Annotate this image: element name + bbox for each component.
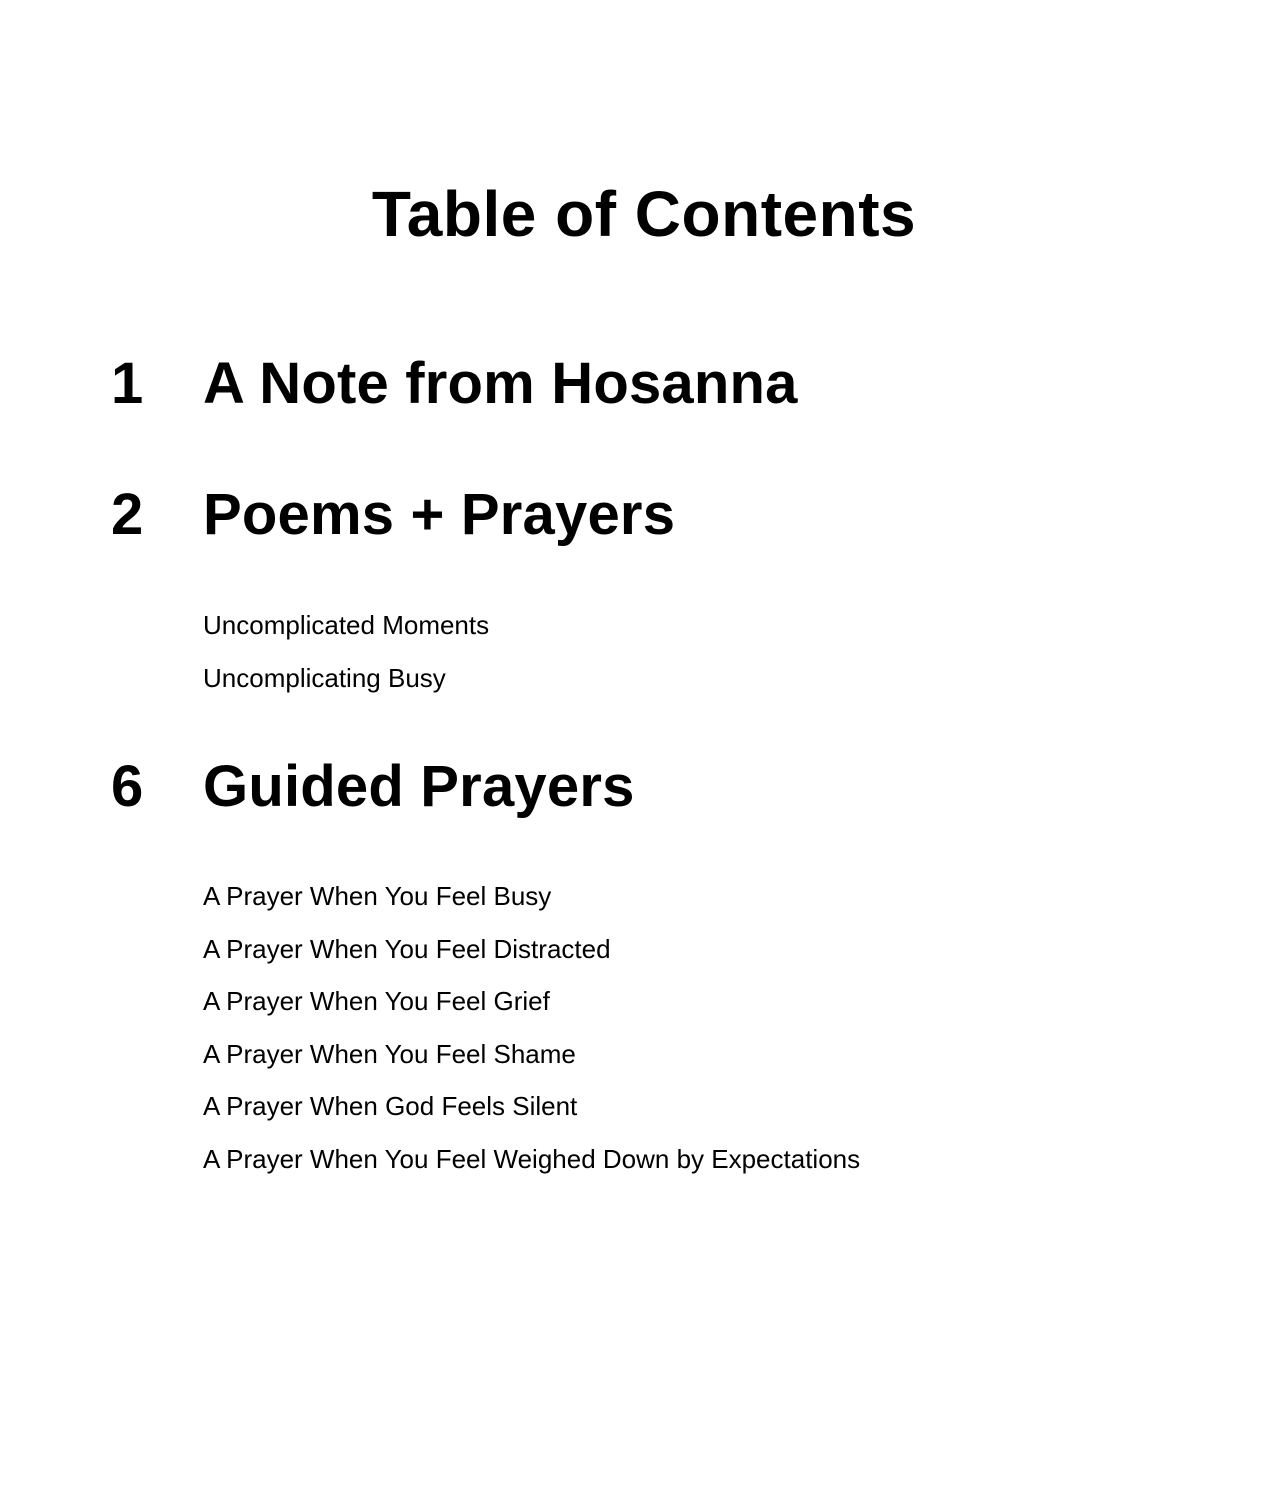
page-title: Table of Contents bbox=[371, 178, 917, 250]
section-number: 2 bbox=[111, 482, 144, 547]
section-number: 1 bbox=[111, 351, 144, 416]
toc-subitem[interactable]: Uncomplicated Moments bbox=[203, 610, 490, 640]
section-number: 6 bbox=[111, 754, 144, 819]
toc-subitem[interactable]: A Prayer When You Feel Shame bbox=[203, 1038, 576, 1069]
toc-subitem-list bbox=[111, 599, 1211, 704]
toc-subitem[interactable]: A Prayer When You Feel Busy bbox=[203, 881, 552, 911]
section-title: Poems + Prayers bbox=[203, 482, 676, 547]
section-title: A Note from Hosanna bbox=[203, 351, 798, 416]
toc-subitem[interactable]: A Prayer When You Feel Distracted bbox=[203, 933, 611, 964]
toc-subitem-list bbox=[111, 870, 1211, 1185]
section-title: Guided Prayers bbox=[203, 754, 635, 819]
toc-subitem[interactable]: A Prayer When God Feels Silent bbox=[203, 1091, 578, 1121]
toc-section-heading[interactable] bbox=[111, 754, 1211, 820]
toc-section-poems-prayers bbox=[111, 482, 1211, 704]
toc-subitem[interactable]: A Prayer When You Feel Grief bbox=[203, 986, 550, 1016]
toc-section-heading[interactable] bbox=[111, 482, 1211, 548]
toc-section-note-from-hosanna bbox=[111, 351, 1211, 417]
toc-section-heading[interactable] bbox=[111, 351, 1211, 417]
toc-subitem[interactable]: Uncomplicating Busy bbox=[203, 662, 446, 693]
toc-section-guided-prayers bbox=[111, 754, 1211, 1185]
toc-subitem[interactable]: A Prayer When You Feel Weighed Down by Expectations bbox=[203, 1143, 861, 1174]
